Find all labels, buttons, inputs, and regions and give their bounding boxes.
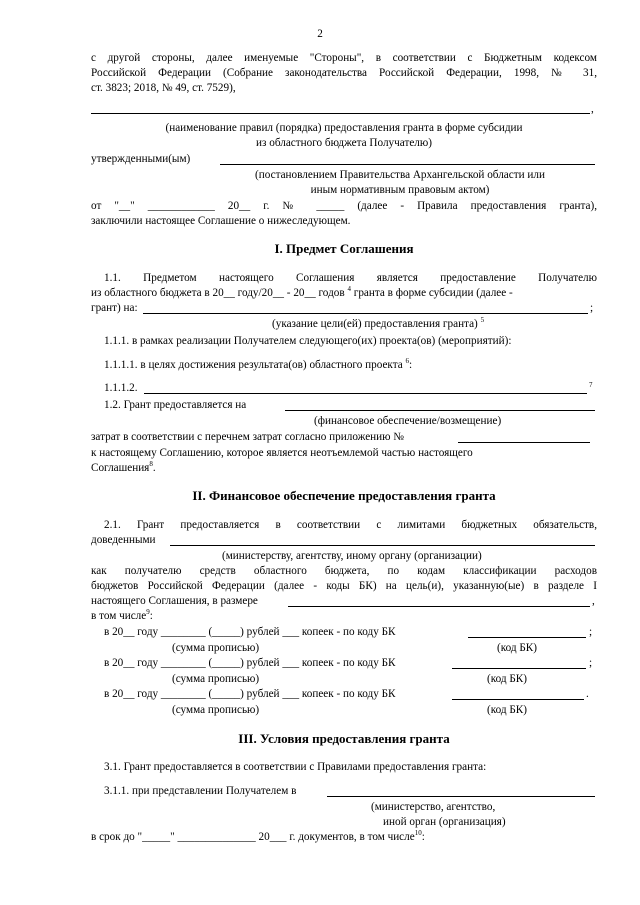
p1-2-label: 1.2. Грант предоставляется на	[104, 399, 247, 411]
p1-2-line-3: к настоящему Соглашению, которое является неотъемлемой частью настоящего	[91, 447, 473, 459]
p2-1-line-4: бюджетов Российской Федерации (далее - коды БК) на цель(и), указанную(ые) в разделе I	[91, 580, 597, 592]
purpose-blank	[143, 313, 588, 314]
p3-1: 3.1. Грант предоставляется в соответствии с Правилами предоставления гранта:	[104, 761, 487, 773]
p1-1-1-1: 1.1.1.1. в целях достижения результата(ов) областного проекта $^6$:	[104, 357, 413, 371]
p1-1-1-2: 1.1.1.2.	[104, 382, 138, 394]
year-row-3: в 20__ году ________ (_____) рублей ___ копеек - по коду БК	[104, 688, 396, 700]
year-row-2-code-hint: (код БК)	[487, 673, 527, 685]
amount-blank	[288, 606, 590, 607]
intro-line-1: с другой стороны, далее именуемые "Стороны", в соответствии с Бюджетным кодексом	[91, 52, 597, 64]
year-row-2: в 20__ году ________ (_____) рублей ___ копеек - по коду БК	[104, 657, 396, 669]
p1-2-line-4: Соглашения$^8$.	[91, 460, 156, 474]
page-number: 2	[317, 28, 323, 40]
year-row-1-code-hint: (код БК)	[497, 642, 537, 654]
approved-hint-2: иным нормативным правовым актом)	[310, 184, 490, 196]
ministry-hint: (министерству, агентству, иному органу (организации)	[222, 550, 482, 562]
section-3-heading: III. Условия предоставления гранта	[238, 731, 450, 746]
p2-1-line-3: как получателю средств областного бюджета, по кодам классификации расходов	[91, 565, 597, 577]
rules-name-blank	[91, 113, 590, 114]
p2-1-line-2: доведенными	[91, 534, 156, 546]
rules-hint-1: (наименование правил (порядка) предоставления гранта в форме субсидии	[165, 122, 523, 134]
p3-1-1-line-2: в срок до "_____" ______________ 20___ г. документов, в том числе$^{10}$:	[91, 829, 425, 843]
p3-1-1-hint-2: иной орган (организация)	[383, 816, 506, 828]
year-row-1-end: ;	[589, 626, 593, 638]
amount-comma: ,	[592, 595, 595, 607]
footnote-5: 5	[480, 316, 485, 324]
p1-1-line-1: 1.1. Предметом настоящего Соглашения является предоставление Получателю	[104, 272, 597, 284]
ministry-submit-blank	[327, 796, 595, 797]
p3-1-1-hint-1: (министерство, агентство,	[371, 801, 496, 813]
approved-hint-1: (постановлением Правительства Архангельской области или	[255, 169, 545, 181]
approved-label: утвержденными(ым)	[91, 153, 191, 165]
concluded-line: заключили настоящее Соглашение о нижеследующем.	[91, 215, 351, 227]
p1-1-line-3: грант) на:	[91, 302, 138, 314]
p3-1-1: 3.1.1. при представлении Получателем в	[104, 785, 297, 797]
year-row-3-sum-hint: (сумма прописью)	[172, 704, 260, 716]
p1-1-line-2: из областного бюджета в 20__ году/20__ - 20__ годов $^4$ гранта в форме субсидии (далее -	[91, 285, 513, 299]
footnote-4: 4	[347, 285, 351, 293]
year-row-2-code-blank	[452, 668, 586, 669]
ministry-blank	[170, 545, 595, 546]
footnote-10: 10	[414, 829, 422, 837]
date-line: от "__" ____________ 20__ г. № _____ (далее - Правила предоставления гранта),	[91, 200, 597, 212]
year-row-3-code-hint: (код БК)	[487, 704, 527, 716]
approved-blank	[220, 164, 595, 165]
rules-hint-2: из областного бюджета Получателю)	[256, 137, 432, 149]
p1-2-blank	[285, 410, 595, 411]
intro-line-2: Российской Федерации (Собрание законодательства Российской Федерации, 1998, № 31,	[91, 67, 597, 79]
p1-1-1-2-blank	[144, 393, 587, 394]
p2-1-line-1: 2.1. Грант предоставляется в соответствии с лимитами бюджетных обязательств,	[104, 519, 597, 531]
p2-1-line-5: настоящего Соглашения, в размере	[91, 595, 258, 607]
appendix-number-blank	[458, 442, 590, 443]
year-row-3-end: .	[586, 688, 589, 700]
year-row-1: в 20__ году ________ (_____) рублей ___ копеек - по коду БК	[104, 626, 396, 638]
rules-comma: ,	[591, 103, 594, 115]
year-row-1-code-blank	[468, 637, 586, 638]
year-row-2-sum-hint: (сумма прописью)	[172, 673, 260, 685]
year-row-2-end: ;	[589, 657, 593, 669]
section-1-heading: I. Предмет Соглашения	[274, 241, 414, 256]
footnote-7: 7	[589, 381, 593, 389]
p1-2-hint: (финансовое обеспечение/возмещение)	[314, 415, 502, 427]
footnote-8: 8	[149, 460, 153, 468]
footnote-6: 6	[405, 357, 409, 365]
purpose-semicolon: ;	[590, 302, 594, 314]
p1-1-1: 1.1.1. в рамках реализации Получателем следующего(их) проекта(ов) (мероприятий):	[104, 335, 512, 347]
year-row-3-code-blank	[452, 699, 584, 700]
section-2-heading: II. Финансовое обеспечение предоставления гранта	[192, 488, 496, 503]
intro-line-3: ст. 3823; 2018, № 49, ст. 7529),	[91, 82, 236, 94]
footnote-9: 9	[146, 608, 150, 616]
year-row-1-sum-hint: (сумма прописью)	[172, 642, 260, 654]
purpose-hint: (указание цели(ей) предоставления гранта) $^5$	[272, 316, 485, 330]
p1-2-line-2: затрат в соответствии с перечнем затрат согласно приложению №	[91, 431, 404, 443]
p2-1-line-6: в том числе$^9$:	[91, 608, 153, 622]
